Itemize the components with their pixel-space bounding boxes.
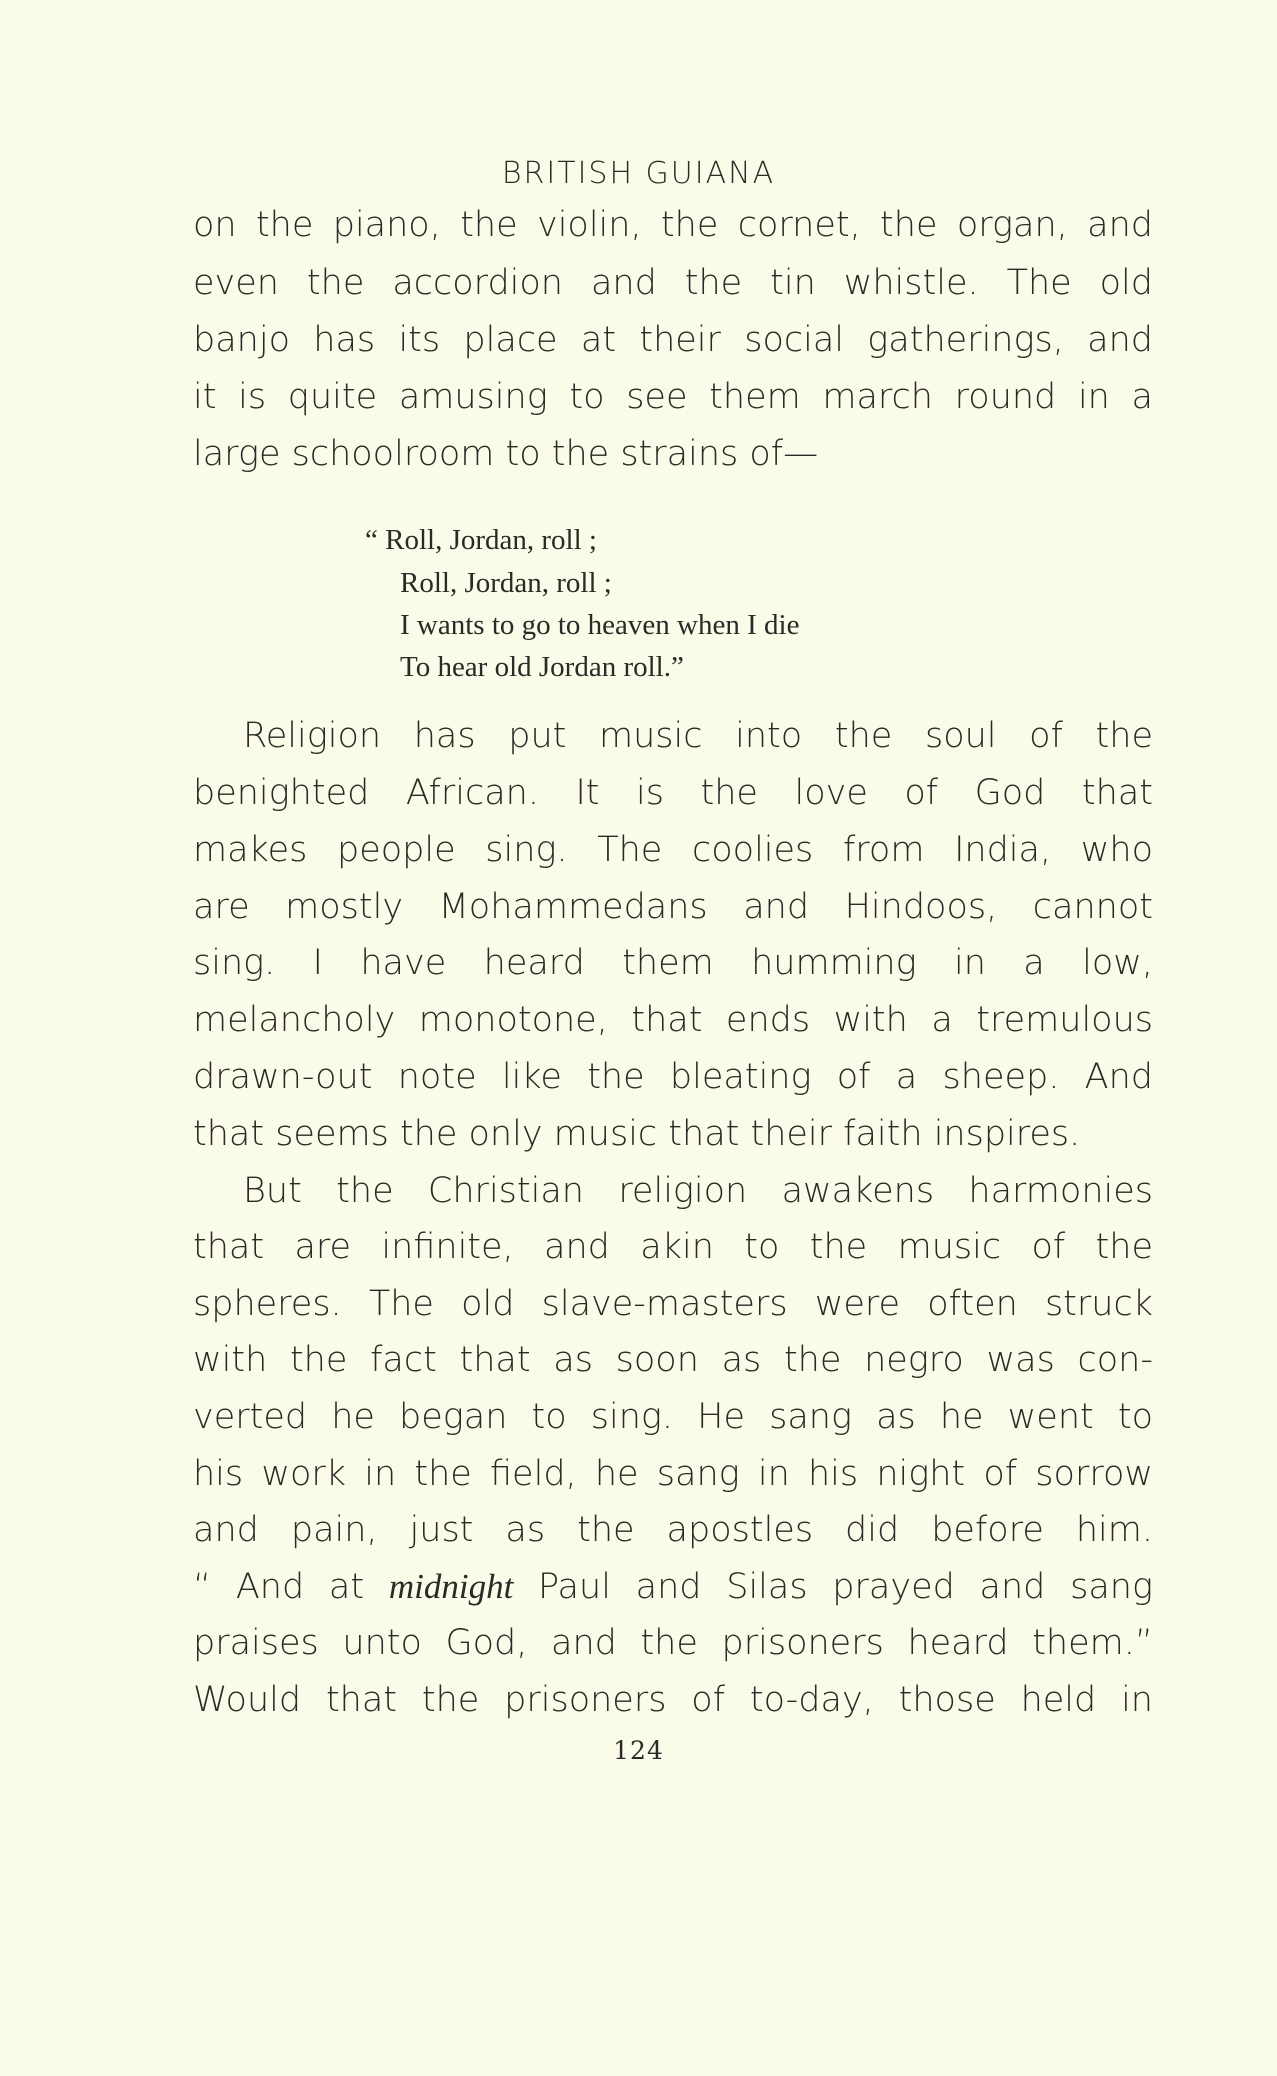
text-line: that are infinite, and akin to the music of the [193, 1227, 1153, 1267]
text-line: sing. I have heard them humming in a low, [193, 943, 1153, 983]
quote-rest-text: Paul and Silas prayed and sang [513, 1567, 1153, 1607]
text-line: and pain, just as the apostles did before him. [193, 1510, 1153, 1550]
text-line: large schoolroom to the strains of— [193, 434, 819, 474]
verse-line: I wants to go to heaven when I die [400, 609, 800, 641]
text-line: drawn-out note like the bleating of a sheep. And [193, 1057, 1153, 1097]
text-line: with the fact that as soon as the negro was con- [193, 1340, 1153, 1380]
text-line [193, 1565, 1153, 1609]
running-head: BRITISH GUIANA [501, 156, 776, 191]
text-line: that seems the only music that their faith inspires. [193, 1114, 1081, 1154]
text-line: Religion has put music into the soul of the [243, 716, 1153, 756]
italic-word: midnight [388, 1567, 514, 1606]
text-line: makes people sing. The coolies from India, who [193, 830, 1153, 870]
text-line: praises unto God, and the prisoners heard them.” [193, 1623, 1153, 1663]
quote-open-text: “ And at [193, 1567, 389, 1607]
text-line: benighted African. It is the love of God that [193, 773, 1153, 813]
page-number: 124 [613, 1736, 664, 1765]
verse-line: Roll, Jordan, roll ; [400, 567, 612, 599]
text-line: it is quite amusing to see them march round in a [193, 377, 1153, 417]
verse-line: “ Roll, Jordan, roll ; [365, 524, 597, 556]
text-line: even the accordion and the tin whistle. The old [193, 263, 1153, 303]
text-line: But the Christian religion awakens harmonies [243, 1171, 1153, 1211]
text-line: Would that the prisoners of to-day, those held in [193, 1680, 1153, 1720]
text-line: his work in the field, he sang in his night of sorrow [193, 1454, 1153, 1494]
verse-line: To hear old Jordan roll.” [400, 651, 684, 683]
text-line: melancholy monotone, that ends with a tremulous [193, 1000, 1153, 1040]
text-line: verted he began to sing. He sang as he went to [193, 1397, 1153, 1437]
text-line: on the piano, the violin, the cornet, the organ, and [193, 205, 1153, 245]
text-line: spheres. The old slave-masters were often struck [193, 1284, 1153, 1324]
text-line: are mostly Mohammedans and Hindoos, cannot [193, 887, 1153, 927]
text-line: banjo has its place at their social gatherings, and [193, 320, 1153, 360]
